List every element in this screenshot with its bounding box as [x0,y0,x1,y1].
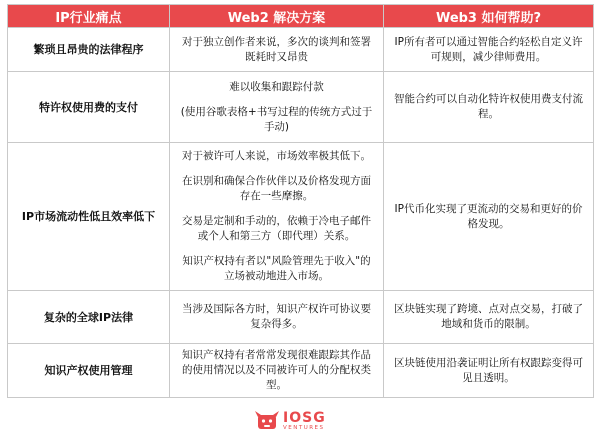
web3-text: IP所有者可以通过智能合约轻松自定义许可规则，减少律师费用。 [394,35,583,63]
web3-cell [384,143,594,291]
web2-text: 当涉及国际各方时，知识产权许可协议要复杂得多。 [182,303,371,330]
pain-cell: 复杂的全球IP法律 [8,291,170,344]
web3-text: 区块链实现了跨境、点对点交易，打破了地域和货币的限制。 [394,303,583,330]
web2-text: 知识产权持有者以"风险管理先于收入"的立场被动地进入市场。 [182,255,371,282]
logo-subtitle: VENTURES [283,424,325,431]
web3-cell [384,291,594,344]
header-pain-points: IP行业痛点 [8,5,170,28]
header-web3-help: Web3 如何帮助? [384,5,594,28]
table-row [8,291,594,344]
web2-text: 对于被许可人来说，市场效率极其低下。 [182,150,371,162]
iosg-bull-logo-icon [255,409,279,433]
web3-text: 智能合约可以自动化特许权使用费支付流程。 [394,93,583,120]
web2-text: 交易是定制和手动的，依赖于冷电子邮件或个人和第三方（即代理）关系。 [182,215,371,242]
web2-cell [170,72,384,143]
web2-cell [170,291,384,344]
web2-text: 难以收集和跟踪付款 [229,80,324,93]
web3-text: IP代币化实现了更流动的交易和更好的价格发现。 [394,202,583,230]
table-row [8,143,594,291]
table-row [8,344,594,398]
table-row [8,28,594,72]
web2-cell [170,28,384,72]
web2-text: 在识别和确保合作伙伴以及价格发现方面存在一些摩擦。 [182,175,371,202]
web3-cell [384,344,594,398]
table-row [8,72,594,143]
iosg-logo [255,408,326,434]
web2-text: 知识产权持有者常常发现很难跟踪其作品的使用情况以及不同被许可人的分配权类型。 [182,349,371,391]
table-header-row [8,5,594,28]
web2-cell [170,143,384,291]
logo-text [283,411,326,432]
web3-cell [384,72,594,143]
web3-cell [384,28,594,72]
logo-name: IOSG [283,409,326,426]
web3-text: 区块链使用沿袭证明让所有权跟踪变得可见且透明。 [394,356,583,384]
web2-cell [170,344,384,398]
header-web2-solution: Web2 解决方案 [170,5,384,28]
comparison-table-container [7,4,593,398]
pain-cell: 知识产权使用管理 [8,344,170,398]
web2-text: (使用谷歌表格+书写过程的传统方式过于手动) [180,105,373,133]
pain-cell: 繁琐且昂贵的法律程序 [8,28,170,72]
pain-cell: 特许权使用费的支付 [8,72,170,143]
comparison-table [7,4,594,398]
web2-text: 对于独立创作者来说，多次的谈判和签署既耗时又昂贵 [182,35,371,63]
pain-cell: IP市场流动性低且效率低下 [8,143,170,291]
